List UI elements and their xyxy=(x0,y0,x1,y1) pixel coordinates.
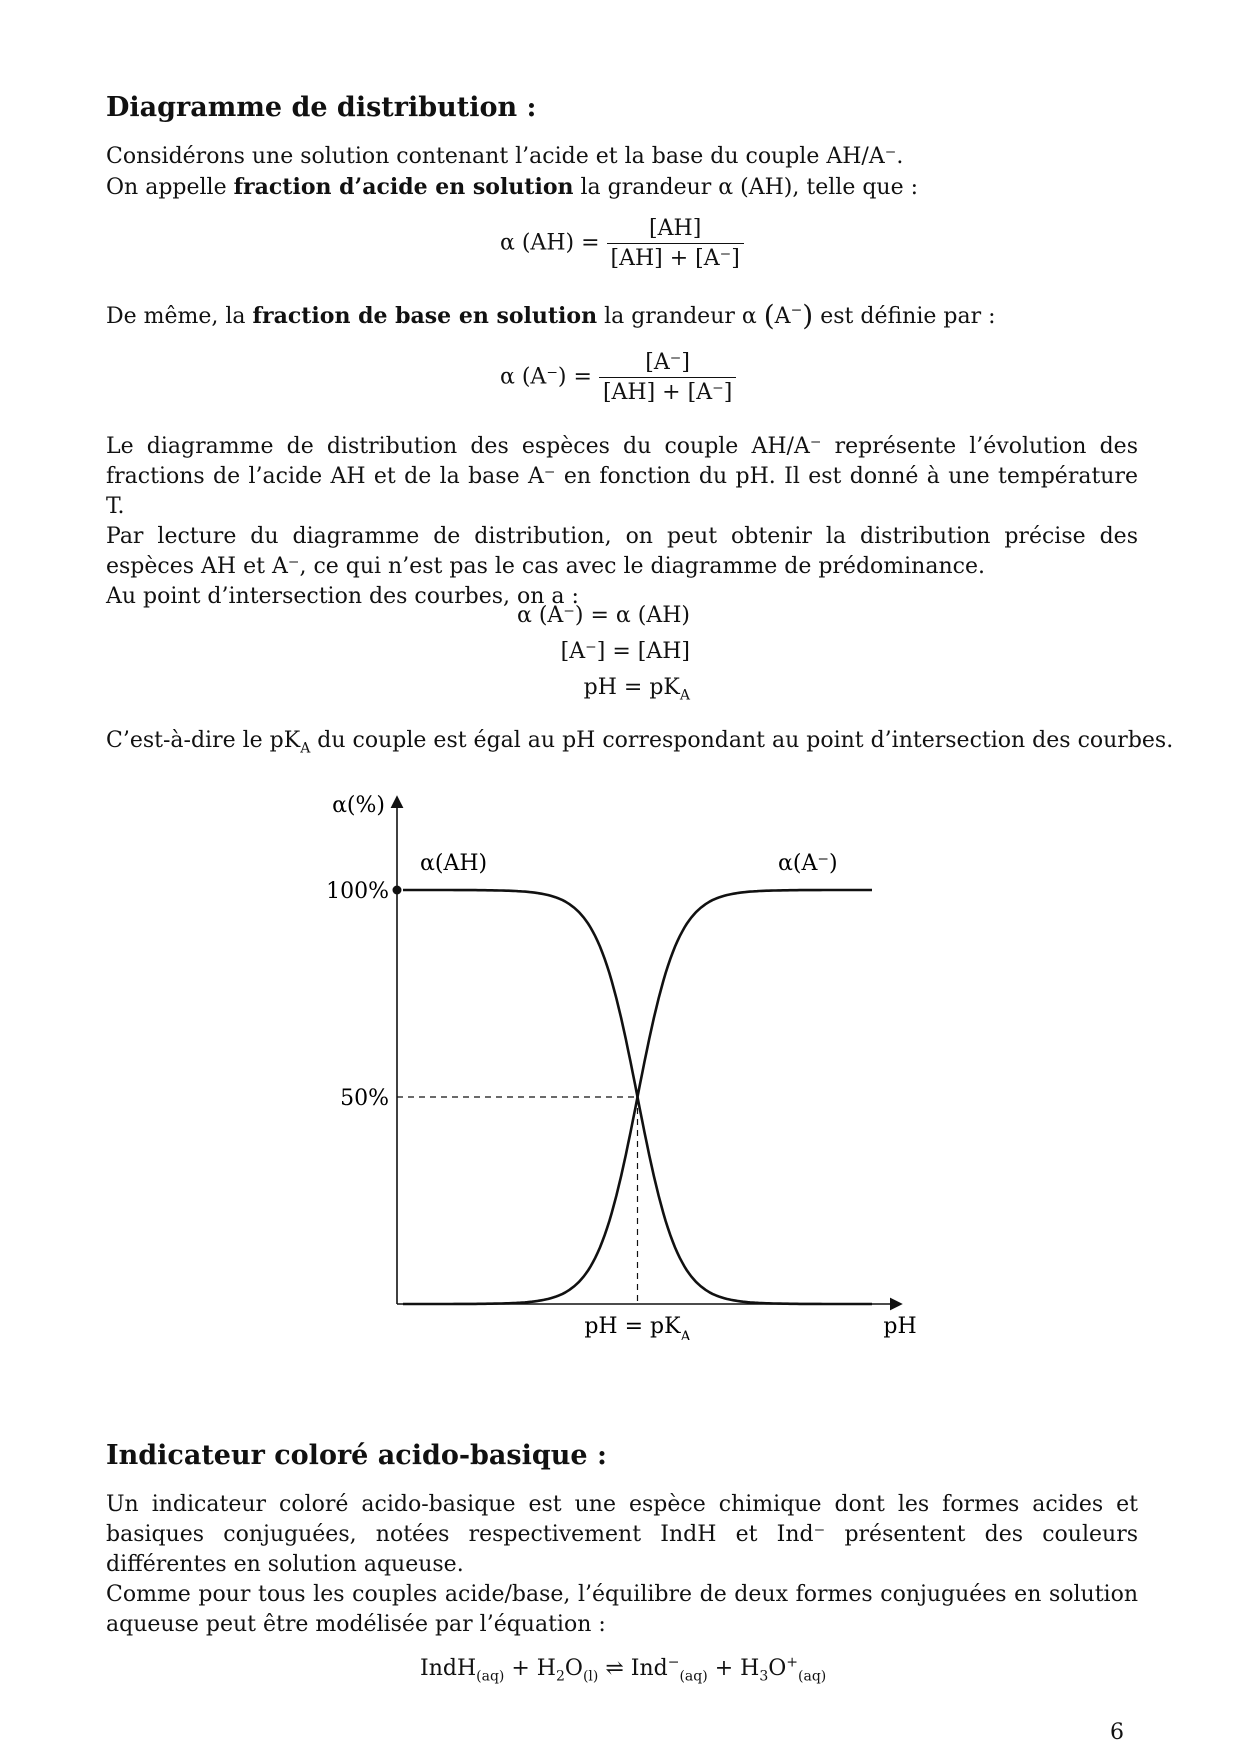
eq-line-alpha: α (A⁻) = α (AH) xyxy=(516,603,690,628)
pka-tick-label: pH = $pK_A$ xyxy=(584,1314,691,1340)
intro-paragraph xyxy=(106,142,1138,203)
intro-line-2: On appelle fraction d’acide en solution la grandeur α (AH), telle que : xyxy=(106,174,919,200)
paragraph-diagram: Le diagramme de distribution des espèces du couple AH/A⁻ représente l’évolution des fractions de l’acide AH et de la base A⁻ en fonction du pH. Il est donné à une température T. xyxy=(106,434,1138,519)
paragraph-intersection: Au point d’intersection des courbes, on a : xyxy=(106,584,579,609)
x-axis-label: pH xyxy=(883,1314,917,1339)
curve-label-alpha-a-minus: α(A⁻) xyxy=(778,851,838,876)
section-title-indicator: Indicateur coloré acido-basique : xyxy=(106,1440,607,1471)
paragraph-equilibrium: Comme pour tous les couples acide/base, l’équilibre de deux formes conjuguées en solution aqueuse peut être modélisée par l’équation : xyxy=(106,1582,1138,1637)
y-axis-label: α(%) xyxy=(332,793,385,818)
indicator-paragraphs xyxy=(106,1490,1138,1640)
y-tick-label-100: 100% xyxy=(326,879,389,904)
equation-alpha-base: α (A⁻) = $\frac{[A^-]}{[AH] + [A^-]}$ xyxy=(500,350,736,405)
section-title-distribution: Diagramme de distribution : xyxy=(106,92,537,123)
y-tick-label-50: 50% xyxy=(340,1086,389,1111)
paragraph-reading: Par lecture du diagramme de distribution, on peut obtenir la distribution précise des espèces AH et A⁻, ce qui n’est pas le cas avec le diagramme de prédominance. xyxy=(106,524,1138,579)
intersection-equations xyxy=(440,598,690,706)
indicator-equation: IndH$_{(aq)}$ + $H_2O_{(l)}$ ⇌ $Ind^-_{(aq)} + H_3O^+_{(aq)}$ xyxy=(420,1654,827,1685)
100-percent-point xyxy=(393,886,402,895)
paragraph-indicator-def: Un indicateur coloré acido-basique est une espèce chimique dont les formes acides et basiques conjuguées, notées respectivement IndH et Ind⁻ présentent des couleurs différentes en solution aqueuse. xyxy=(106,1492,1138,1577)
equation-alpha-acid: α (AH) = $\frac{[AH]}{[AH] + [A^-]}$ xyxy=(500,216,744,271)
base-fraction-line: De même, la fraction de base en solution la grandeur α (A−) est définie par : xyxy=(106,299,996,332)
curve-label-alpha-ah: α(AH) xyxy=(420,851,488,876)
distribution-chart xyxy=(0,770,1240,1340)
eq-line-conc: [A⁻] = [AH] xyxy=(560,639,690,664)
description-paragraphs xyxy=(106,432,1138,612)
conclusion-line: C’est-à-dire le $pK_A$ du couple est égal au pH correspondant au point d’intersection des courbes. xyxy=(106,728,1174,757)
page-number: 6 xyxy=(1110,1720,1124,1745)
intro-line-1: Considérons une solution contenant l’acide et la base du couple AH/A⁻. xyxy=(106,144,904,169)
eq-line-ph: pH = $pK_A$ xyxy=(583,675,690,704)
